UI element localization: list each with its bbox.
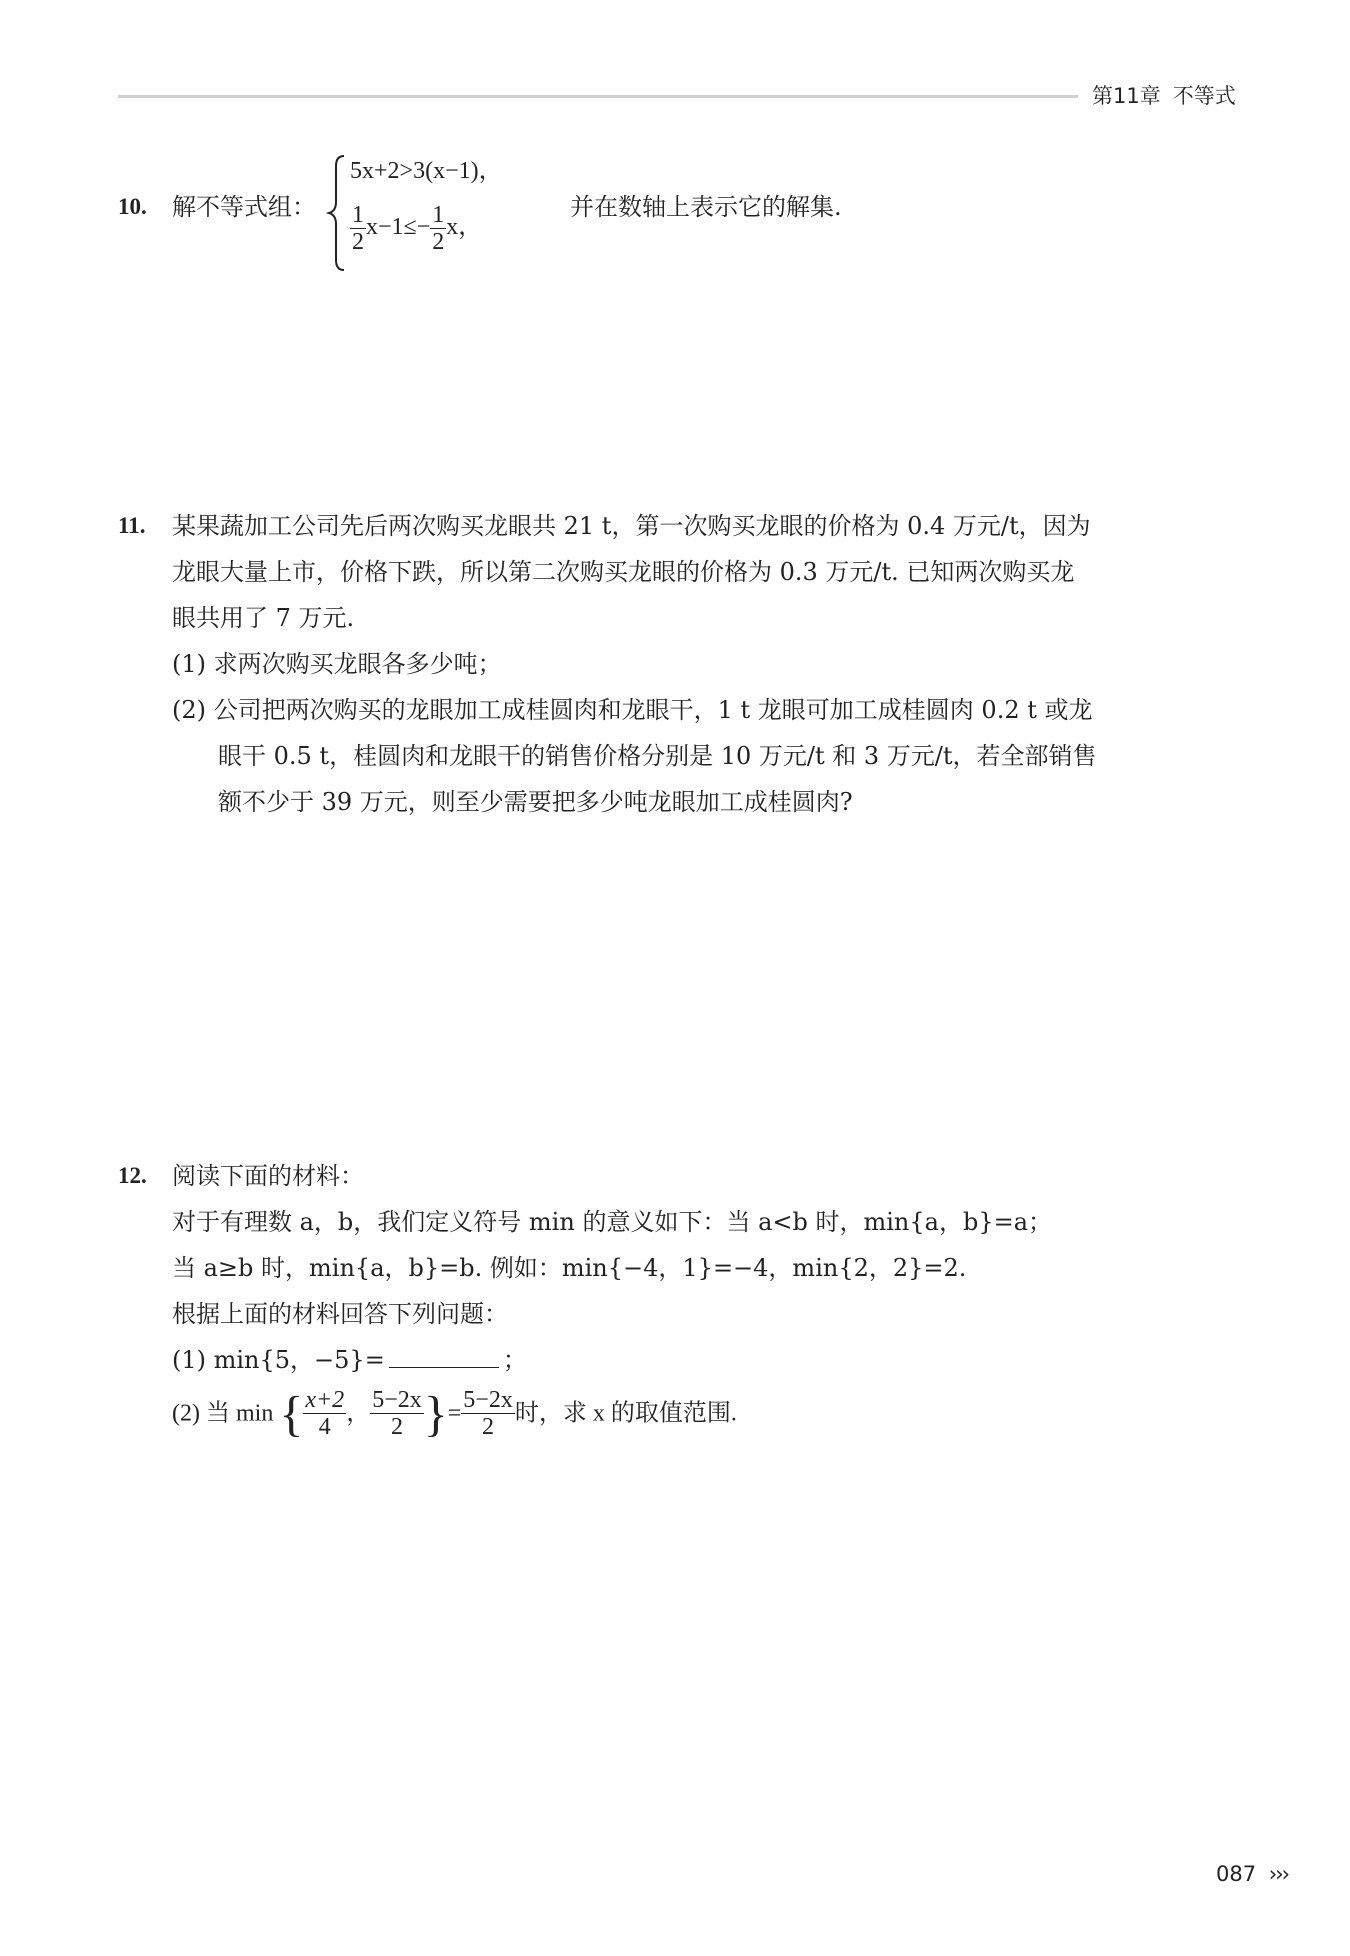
fraction-half: $\frac{1}{2}$ (352, 202, 364, 255)
system-brace (326, 154, 348, 272)
question-number: 11. (118, 513, 146, 538)
fraction-x-plus-2-over-4: $\frac{x+2}{4}$ (305, 1387, 345, 1440)
inequality-1: 5x+2>3(x−1)， (350, 158, 503, 184)
question-prompt: 解不等式组： (172, 193, 316, 221)
fraction-5-minus-2x-over-2: $\frac{5-2x}{2}$ (372, 1387, 422, 1440)
material-title: 阅读下面的材料： (172, 1162, 364, 1190)
fraction-half-2: $\frac{1}{2}$ (432, 202, 445, 255)
definition-line: 对于有理数 a，b，我们定义符号 min 的意义如下：当 a<b 时，min{a，b}=a； (172, 1208, 1053, 1236)
answer-blank[interactable] (389, 1343, 499, 1368)
statement-line: 龙眼大量上市，价格下跌，所以第二次购买龙眼的价格为 0.3 万元/t. 已知两次购买龙 (172, 558, 1075, 586)
subquestion-1: (1) min{5，−5}= ； (172, 1339, 527, 1382)
question-12 (118, 1155, 1258, 1455)
question-suffix: 并在数轴上表示它的解集. (570, 193, 842, 221)
question-number: 12. (118, 1163, 147, 1188)
subquestion-2: (2) 公司把两次购买的龙眼加工成桂圆肉和龙眼干，1 t 龙眼可加工成桂圆肉 0.2 t 或龙 (172, 696, 1093, 724)
chapter-title: 不等式 (1172, 84, 1236, 108)
header-rule (118, 95, 1078, 98)
question-11 (118, 505, 1258, 835)
fraction-result: $\frac{5-2x}{2}$ (463, 1387, 513, 1440)
subquestion-1: (1) 求两次购买龙眼各多少吨； (172, 650, 502, 678)
question-number: 10. (118, 194, 147, 219)
subquestion-2-line: 眼干 0.5 t，桂圆肉和龙眼干的销售价格分别是 10 万元/t 和 3 万元/t，若全部销售 (218, 742, 1097, 770)
chapter-number: 第11章 (1092, 84, 1161, 108)
chapter-header (1092, 80, 1236, 110)
statement-line: 某果蔬加工公司先后两次购买龙眼共 21 t，第一次购买龙眼的价格为 0.4 万元/t，因为 (172, 512, 1091, 540)
instruction: 根据上面的材料回答下列问题： (172, 1300, 508, 1328)
question-10 (118, 150, 1218, 280)
statement-line: 眼共用了 7 万元. (172, 604, 355, 632)
subquestion-2: (2) 当 min { $\frac{x+2}{4}$ ， $\frac{5-2x}{2}$ }= $\frac{5-2x}{2}$ 时，求 x 的取值范围. (172, 1385, 737, 1442)
subquestion-2-line: 额不少于 39 万元，则至少需要把多少吨龙眼加工成桂圆肉? (218, 788, 853, 816)
left-brace: { (279, 1385, 304, 1442)
inequality-2: $\frac{1}{2}$ x−1≤− $\frac{1}{2}$ x， (352, 202, 483, 255)
definition-line: 当 a≥b 时，min{a，b}=b. 例如：min{−4，1}=−4，min{2，2}=2. (172, 1254, 967, 1282)
right-brace: } (423, 1385, 448, 1442)
page-number: 087 (1216, 1862, 1257, 1886)
next-arrows-icon: ››› (1268, 1862, 1288, 1886)
page-footer (1216, 1862, 1288, 1886)
